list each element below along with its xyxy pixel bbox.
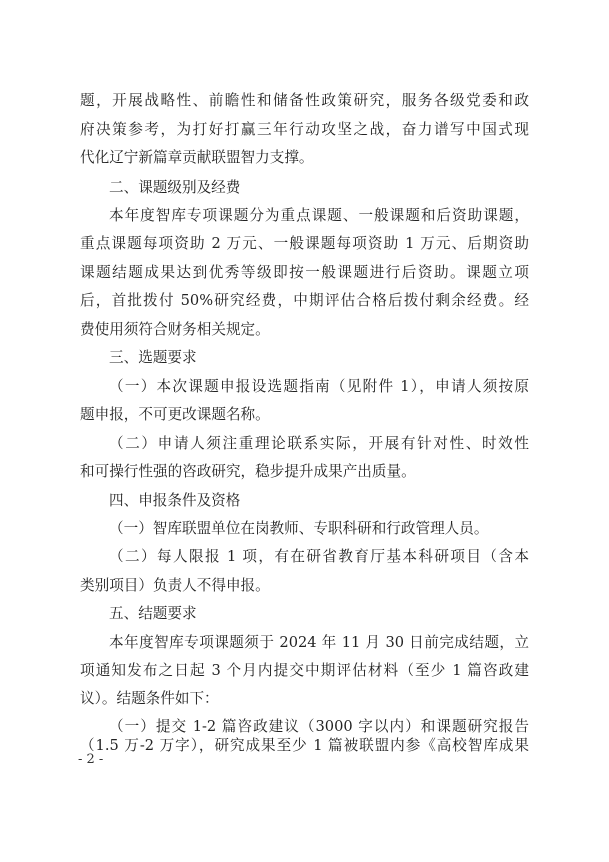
body-line: （一）智库联盟单位在岗教师、专职科研和行政管理人员。	[109, 520, 489, 537]
section-heading-topics: 三、选题要求	[109, 349, 197, 366]
body-line: （一）本次课题申报设选题指南（见附件 1），申请人须按原	[109, 378, 529, 395]
body-line: 议）。结题条件如下：	[80, 690, 219, 707]
body-line: （二）申请人须注重理论联系实际，开展有针对性、时效性	[109, 435, 529, 452]
body-line: 项通知发布之日起 3 个月内提交中期评估材料（至少 1 篇咨政建	[80, 662, 529, 679]
body-line: 府决策参考，为打好打赢三年行动攻坚之战，奋力谱写中国式现	[80, 121, 529, 138]
body-line: 题，开展战略性、前瞻性和储备性政策研究，服务各级党委和政	[80, 92, 529, 109]
section-heading-funding: 二、课题级别及经费	[109, 179, 241, 196]
body-line: 本年度智库专项课题分为重点课题、一般课题和后资助课题，	[109, 207, 529, 224]
body-line: 类别项目）负责人不得申报。	[80, 577, 270, 594]
body-line: （二）每人限报 1 项，有在研省教育厅基本科研项目（含本	[109, 548, 529, 565]
body-line: 本年度智库专项课题须于 2024 年 11 月 30 日前完成结题，立	[109, 634, 529, 651]
body-line: 和可操行性强的咨政研究，稳步提升成果产出质量。	[80, 463, 416, 480]
section-heading-completion: 五、结题要求	[109, 605, 197, 622]
body-line: 题申报，不可更改课题名称。	[80, 406, 270, 423]
body-line: 重点课题每项资助 2 万元、一般课题每项资助 1 万元、后期资助	[80, 235, 529, 252]
body-line: 课题结题成果达到优秀等级即按一般课题进行后资助。课题立项	[80, 264, 529, 281]
section-heading-eligibility: 四、申报条件及资格	[109, 492, 241, 509]
page-number: - 2 -	[78, 752, 104, 767]
body-line: （一）提交 1-2 篇咨政建议（3000 字以内）和课题研究报告	[109, 718, 529, 735]
body-line: 费使用须符合财务相关规定。	[80, 321, 270, 338]
body-line: 后，首批拨付 50%研究经费，中期评估合格后拨付剩余经费。经	[80, 292, 529, 309]
body-line: （1.5 万-2 万字），研究成果至少 1 篇被联盟内参《高校智库成果	[80, 737, 529, 754]
body-line: 代化辽宁新篇章贡献联盟智力支撑。	[80, 149, 314, 166]
